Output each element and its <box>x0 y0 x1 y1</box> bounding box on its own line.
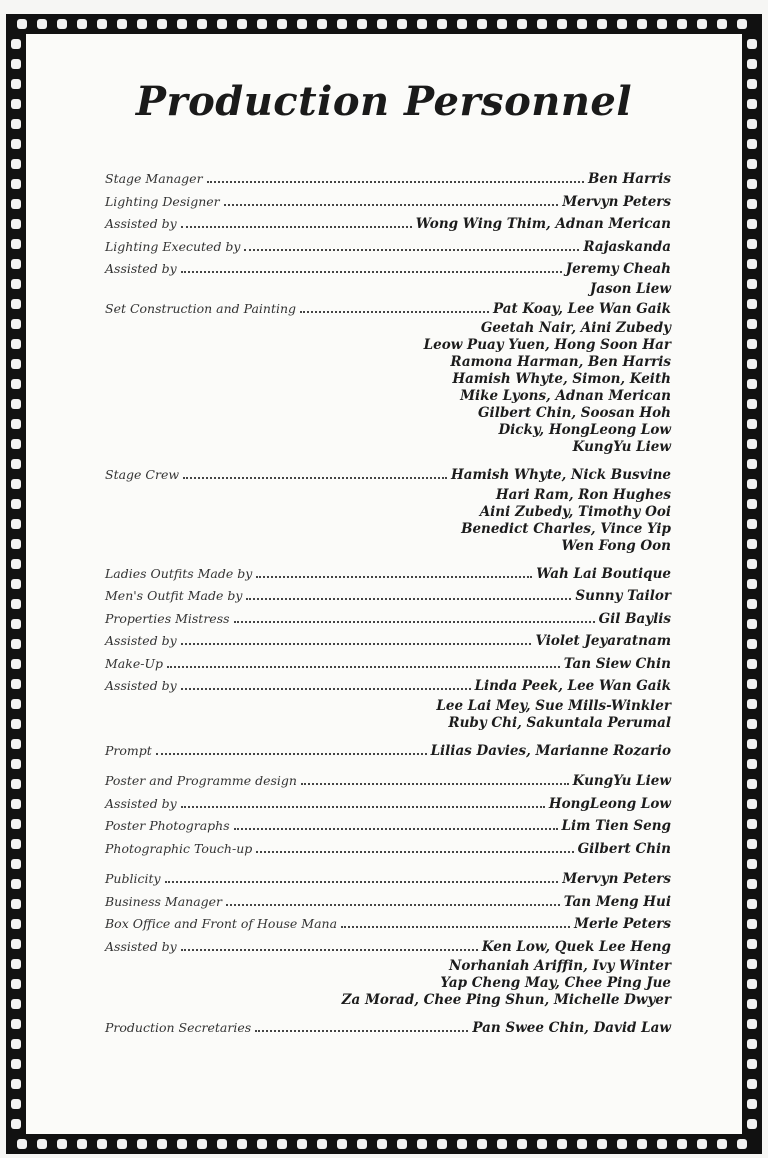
dot-leader <box>181 218 412 228</box>
dot-leader <box>207 173 584 183</box>
credit-line <box>105 838 671 861</box>
credit-line <box>105 168 671 191</box>
dot-leader <box>181 680 471 690</box>
credit-entry <box>105 236 671 259</box>
dot-leader <box>246 590 571 600</box>
credits-list <box>105 168 671 1040</box>
dot-leader <box>234 820 558 830</box>
credit-role: Assisted by <box>105 678 177 693</box>
credit-role: Poster Photographs <box>105 818 230 833</box>
credit-name-continued: Ramona Harman, Ben Harris <box>450 354 671 370</box>
dot-leader <box>244 241 579 251</box>
credit-entry <box>105 653 671 676</box>
credit-name: Pan Swee Chin, David Law <box>472 1020 671 1036</box>
credit-role: Prompt <box>105 742 152 758</box>
credit-role: Assisted by <box>105 633 177 648</box>
credit-name-continued: Ruby Chi, Sakuntala Perumal <box>448 714 671 731</box>
credit-name: Ken Low, Quek Lee Heng <box>481 938 671 955</box>
credit-role: Poster and Programme design <box>105 773 297 788</box>
credit-name: Ben Harris <box>588 171 671 187</box>
credit-role: Lighting Designer <box>105 193 220 209</box>
credit-line <box>105 770 671 793</box>
dot-leader <box>256 568 532 578</box>
credit-line <box>105 891 671 914</box>
credit-name-continued: Hamish Whyte, Simon, Keith <box>452 371 671 387</box>
credit-entry <box>105 936 671 1010</box>
dot-leader <box>181 635 532 645</box>
credit-line <box>105 213 671 236</box>
dot-leader <box>181 941 478 951</box>
credit-line <box>105 191 671 214</box>
credit-line <box>105 740 671 763</box>
page-title: Production Personnel <box>135 78 633 125</box>
credit-name-continued: Gilbert Chin, Soosan Hoh <box>478 405 671 421</box>
credit-line <box>105 913 671 936</box>
credit-role: Assisted by <box>105 216 177 231</box>
credit-name: Rajaskanda <box>583 238 671 255</box>
credit-role: Assisted by <box>105 795 177 811</box>
credit-name-continued: Lee Lai Mey, Sue Mills-Winkler <box>436 697 671 714</box>
credit-role: Ladies Outfits Made by <box>105 565 253 581</box>
credit-entry <box>105 298 671 457</box>
credit-entry <box>105 838 671 861</box>
credit-role: Stage Crew <box>105 467 180 482</box>
dot-leader <box>256 843 573 853</box>
credit-entry <box>105 213 671 236</box>
credit-name: Pat Koay, Lee Wan Gaik <box>493 300 671 317</box>
credit-name: Mervyn Peters <box>562 871 671 887</box>
credit-role: Stage Manager <box>105 171 203 186</box>
credit-role: Assisted by <box>105 938 177 954</box>
credit-entry <box>105 913 671 936</box>
dot-leader <box>167 658 560 668</box>
credit-entry <box>105 563 671 586</box>
credit-entry <box>105 608 671 631</box>
credit-role: Make-Up <box>105 655 163 671</box>
credit-role: Business Manager <box>105 893 223 909</box>
credit-name: Lilias Davies, Marianne Rozario <box>430 742 671 759</box>
credit-role: Publicity <box>105 871 161 886</box>
credit-name-continued: Yap Cheng May, Chee Ping Jue <box>440 975 671 991</box>
credit-name: Mervyn Peters <box>562 193 671 210</box>
credit-role: Men's Outfit Made by <box>105 588 243 603</box>
credit-name-continued: Mike Lyons, Adnan Merican <box>460 388 671 404</box>
credit-name: Violet Jeyaratnam <box>535 633 671 649</box>
credit-line <box>105 258 671 281</box>
dot-leader <box>156 745 427 755</box>
credit-entry <box>105 464 671 555</box>
credit-role: Assisted by <box>105 261 177 276</box>
credit-name-continued: Leow Puay Yuen, Hong Soon Har <box>423 337 671 353</box>
credit-entry <box>105 793 671 816</box>
credit-line <box>105 653 671 676</box>
credit-name-continued: Wen Fong Oon <box>561 537 671 554</box>
credit-name: KungYu Liew <box>572 773 671 789</box>
credit-line <box>105 793 671 816</box>
credit-line <box>105 298 671 321</box>
credit-name-continued: Geetah Nair, Aini Zubedy <box>480 320 671 336</box>
dot-leader <box>301 775 569 785</box>
dot-leader <box>341 918 570 928</box>
credit-line <box>105 1017 671 1040</box>
credit-name-continued: Za Morad, Chee Ping Shun, Michelle Dwyer <box>341 992 671 1008</box>
dot-leader <box>224 196 559 206</box>
credit-name-continued: Dicky, HongLeong Low <box>498 422 671 438</box>
credit-entry <box>105 891 671 914</box>
credit-line <box>105 236 671 259</box>
dot-leader <box>234 613 595 623</box>
credit-name: Gil Baylis <box>598 610 671 627</box>
credit-entry <box>105 585 671 608</box>
credit-role: Production Secretaries <box>105 1020 252 1035</box>
credit-entry <box>105 770 671 793</box>
credit-line <box>105 585 671 608</box>
credit-line <box>105 815 671 838</box>
credit-name-continued: Jason Liew <box>589 280 671 297</box>
dot-leader <box>181 263 562 273</box>
credit-name: Wah Lai Boutique <box>536 565 671 582</box>
dot-leader <box>300 303 489 313</box>
credit-name: HongLeong Low <box>548 795 671 812</box>
credit-entry <box>105 191 671 214</box>
credit-name: Tan Siew Chin <box>563 655 671 672</box>
dot-leader <box>181 798 545 808</box>
credit-name: Jeremy Cheah <box>565 261 671 277</box>
credit-name-continued: KungYu Liew <box>572 439 671 455</box>
dot-leader <box>183 469 447 479</box>
credit-name-continued: Hari Ram, Ron Hughes <box>495 486 671 503</box>
credit-role: Lighting Executed by <box>105 238 241 254</box>
credit-entry <box>105 868 671 891</box>
credit-line <box>105 675 671 698</box>
credit-name-continued: Norhaniah Ariffin, Ivy Winter <box>449 958 671 974</box>
credit-name: Linda Peek, Lee Wan Gaik <box>474 678 671 694</box>
credit-name-continued: Benedict Charles, Vince Yip <box>461 520 671 537</box>
dot-leader <box>165 873 559 883</box>
credit-role: Box Office and Front of House Mana <box>105 916 338 931</box>
credit-entry <box>105 168 671 191</box>
credit-line <box>105 464 671 487</box>
credit-entry <box>105 258 671 298</box>
credit-entry <box>105 675 671 732</box>
credit-role: Properties Mistress <box>105 610 230 626</box>
credit-name: Lim Tien Seng <box>561 818 671 834</box>
credit-line <box>105 608 671 631</box>
credit-name: Tan Meng Hui <box>563 893 671 910</box>
credit-line <box>105 563 671 586</box>
credit-entry <box>105 815 671 838</box>
credit-name: Merle Peters <box>574 916 671 932</box>
credit-name: Gilbert Chin <box>577 840 671 857</box>
credit-entry <box>105 630 671 653</box>
credit-name-continued: Aini Zubedy, Timothy Ooi <box>479 503 671 520</box>
dot-leader <box>255 1022 468 1032</box>
credit-line <box>105 868 671 891</box>
credit-entry <box>105 1017 671 1040</box>
credit-line <box>105 630 671 653</box>
dot-leader <box>226 896 560 906</box>
credit-name: Sunny Tailor <box>575 588 671 604</box>
credit-name: Hamish Whyte, Nick Busvine <box>450 467 671 483</box>
credit-line <box>105 936 671 959</box>
credit-entry <box>105 740 671 763</box>
credit-name: Wong Wing Thim, Adnan Merican <box>415 216 671 232</box>
credit-role: Photographic Touch-up <box>105 840 253 856</box>
credit-role: Set Construction and Painting <box>105 300 297 316</box>
